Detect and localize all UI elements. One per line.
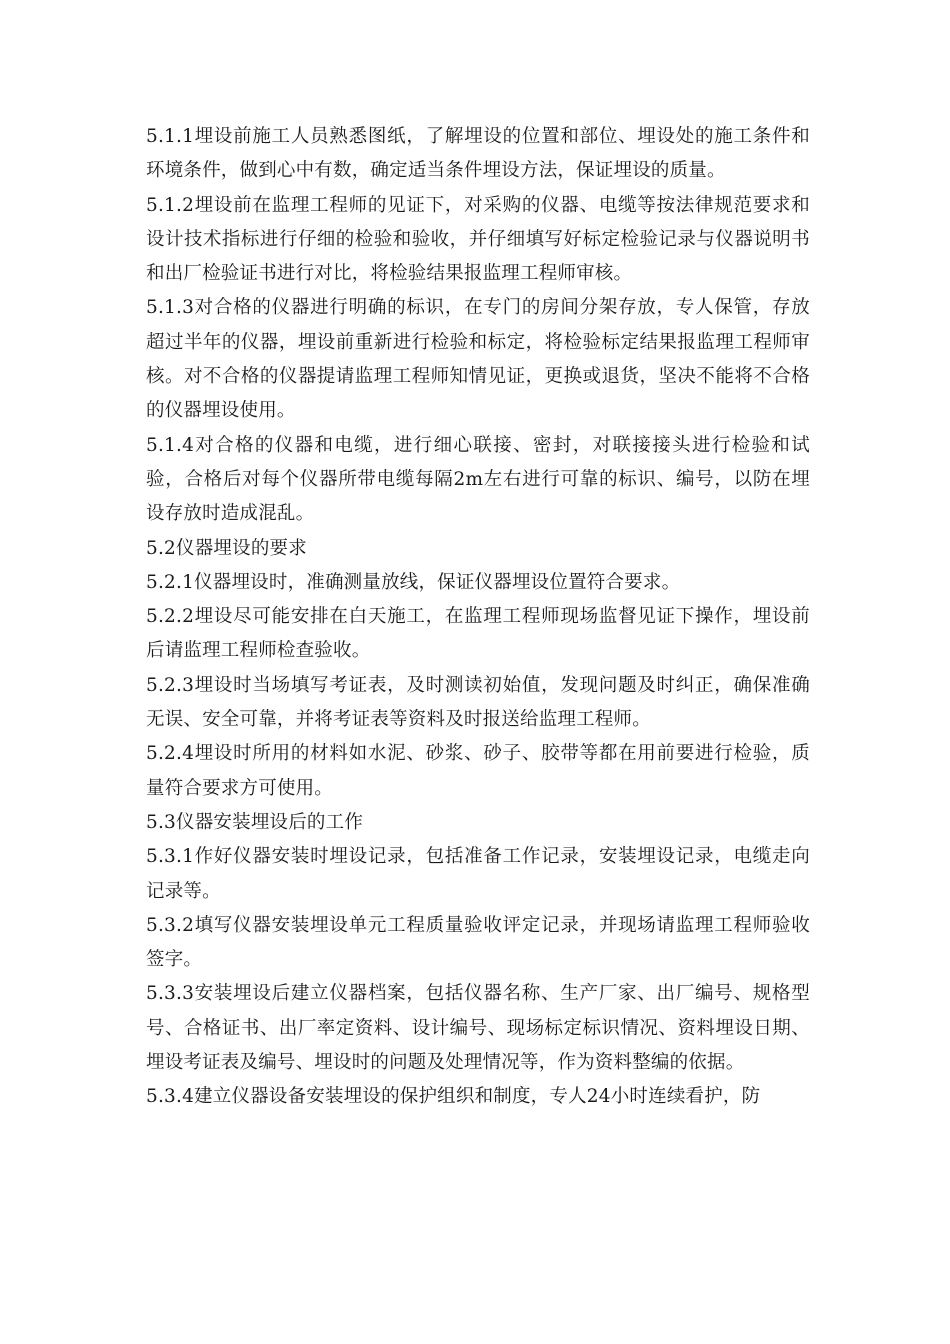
paragraph-5-2-2: 5.2.2埋设尽可能安排在白天施工，在监理工程师现场监督见证下操作，埋设前后请监理工程师检查验收。 bbox=[146, 606, 810, 662]
section-heading-5-2: 5.2仪器埋设的要求 bbox=[146, 537, 307, 559]
paragraph-5-2-4: 5.2.4埋设时所用的材料如水泥、砂浆、砂子、胶带等都在用前要进行检验，质量符合要求方可使用。 bbox=[146, 743, 810, 799]
section-heading-5-3: 5.3仪器安装埋设后的工作 bbox=[146, 811, 364, 833]
paragraph-5-2-3: 5.2.3埋设时当场填写考证表，及时测读初始值，发现问题及时纠正，确保准确无误、安全可靠，并将考证表等资料及时报送给监理工程师。 bbox=[146, 674, 810, 731]
paragraph-5-3-3: 5.3.3安装埋设后建立仪器档案，包括仪器名称、生产厂家、出厂编号、规格型号、合格证书、出厂率定资料、设计编号、现场标定标识情况、资料埋设日期、埋设考证表及编号、埋设时的问题及处理情况等，作为资料整编的依据。 bbox=[146, 983, 810, 1074]
paragraph-5-3-4: 5.3.4建立仪器设备安装埋设的保护组织和制度，专人24小时连续看护，防 bbox=[146, 1086, 761, 1108]
paragraph-5-1-3: 5.1.3对合格的仪器进行明确的标识，在专门的房间分架存放，专人保管，存放超过半年的仪器，埋设前重新进行检验和标定，将检验标定结果报监理工程师审核。对不合格的仪器提请监理工程师知情见证，更换或退货，坚决不能将不合格的仪器埋设使用。 bbox=[146, 297, 810, 422]
paragraph-5-3-2: 5.3.2填写仪器安装埋设单元工程质量验收评定记录，并现场请监理工程师验收签字。 bbox=[146, 914, 810, 971]
paragraph-5-1-4: 5.1.4对合格的仪器和电缆，进行细心联接、密封，对联接接头进行检验和试验，合格后对每个仪器所带电缆每隔2m左右进行可靠的标识、编号，以防在埋设存放时造成混乱。 bbox=[146, 434, 810, 525]
paragraph-5-1-1: 5.1.1埋设前施工人员熟悉图纸，了解埋设的位置和部位、埋设处的施工条件和环境条件，做到心中有数，确定适当条件埋设方法，保证埋设的质量。 bbox=[146, 126, 810, 182]
paragraph-5-1-2: 5.1.2埋设前在监理工程师的见证下，对采购的仪器、电缆等按法律规范要求和设计技术指标进行仔细的检验和验收，并仔细填写好标定检验记录与仪器说明书和出厂检验证书进行对比，将检验结果报监理工程师审核。 bbox=[146, 194, 810, 285]
paragraph-5-3-1: 5.3.1作好仪器安装时埋设记录，包括准备工作记录，安装埋设记录，电缆走向记录等。 bbox=[146, 846, 810, 902]
paragraph-5-2-1: 5.2.1仪器埋设时，准确测量放线，保证仪器埋设位置符合要求。 bbox=[146, 571, 681, 593]
document-body bbox=[146, 120, 810, 1115]
